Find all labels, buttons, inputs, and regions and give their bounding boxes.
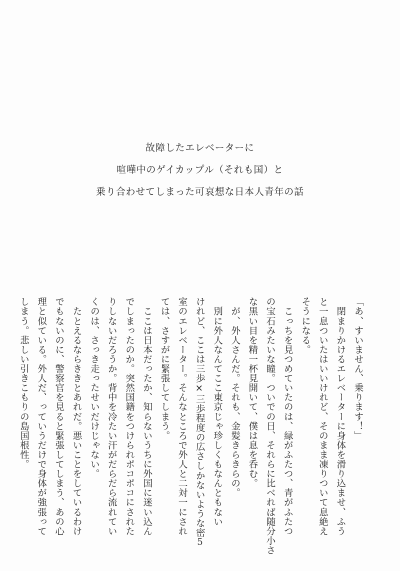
story-title: [0, 138, 400, 204]
body-line: 理と似ている。外人だ、っていうだけで身体が強張って: [35, 297, 47, 536]
title-line-3: 乗り合わせてしまった可哀想な日本人青年の話: [96, 187, 304, 198]
body-line: ては、さすがに緊張してしまう。: [158, 297, 170, 441]
body-line: でしまったのか。突然国籍をつけられポコポコにされた: [123, 297, 135, 536]
title-line-1: 故障したエレベーターに: [145, 143, 255, 154]
body-line: しまう。悲しい引きこもりの島国根性。: [17, 297, 29, 469]
body-line: な黒い目を精一杯見開いて、僕は息を呑む。: [246, 297, 258, 488]
body-line: こっちを見つめていたのは、緑がふたつ、青がふたつ: [281, 297, 293, 536]
body-line: たとえるならききとあれだ。悪いことをしているわけ: [70, 297, 82, 536]
page-number: 5: [197, 538, 203, 548]
body-line: けれど、ここは三歩×三歩程度の広さしかないような密: [193, 297, 205, 538]
body-line: 閉まりかけるエレベーターに身体を滑り込ませ、ふう: [334, 297, 346, 536]
body-line: そうになる。: [299, 297, 311, 355]
body-line: 別に外人なんてここ東京じゃ珍しくもなんともない: [211, 297, 223, 527]
body-line: 「あ、すいません、乗ります！」: [352, 297, 363, 441]
title-line-2: 喧嘩中のゲイカップル（それも国）と: [116, 165, 284, 176]
body-line: 室のエレベーター。そんなところで外人と二対一にされ: [176, 297, 188, 536]
body-line: ここは日本だったか、知らないうちに外国に迷い込ん: [140, 297, 152, 536]
body-line: くのは、さっき走ったせいだけじゃない。: [88, 297, 100, 479]
body-line: の宝石みたいな瞳。ついでの日、それらに比べれば随分小さ: [264, 297, 276, 555]
body-line: りしないだろうか。背中を冷たい汗がだらだら流れてい: [105, 297, 117, 536]
body-line: でもないのに、警察官を見ると緊張してしまう、あの心: [52, 297, 64, 536]
story-body: [17, 297, 366, 555]
body-line: が、外人さんだ。それも、金髪きらきらの。: [228, 297, 240, 498]
body-line: と一息ついたはいいけれど、そのまま凍りついて息絶え: [316, 297, 328, 536]
